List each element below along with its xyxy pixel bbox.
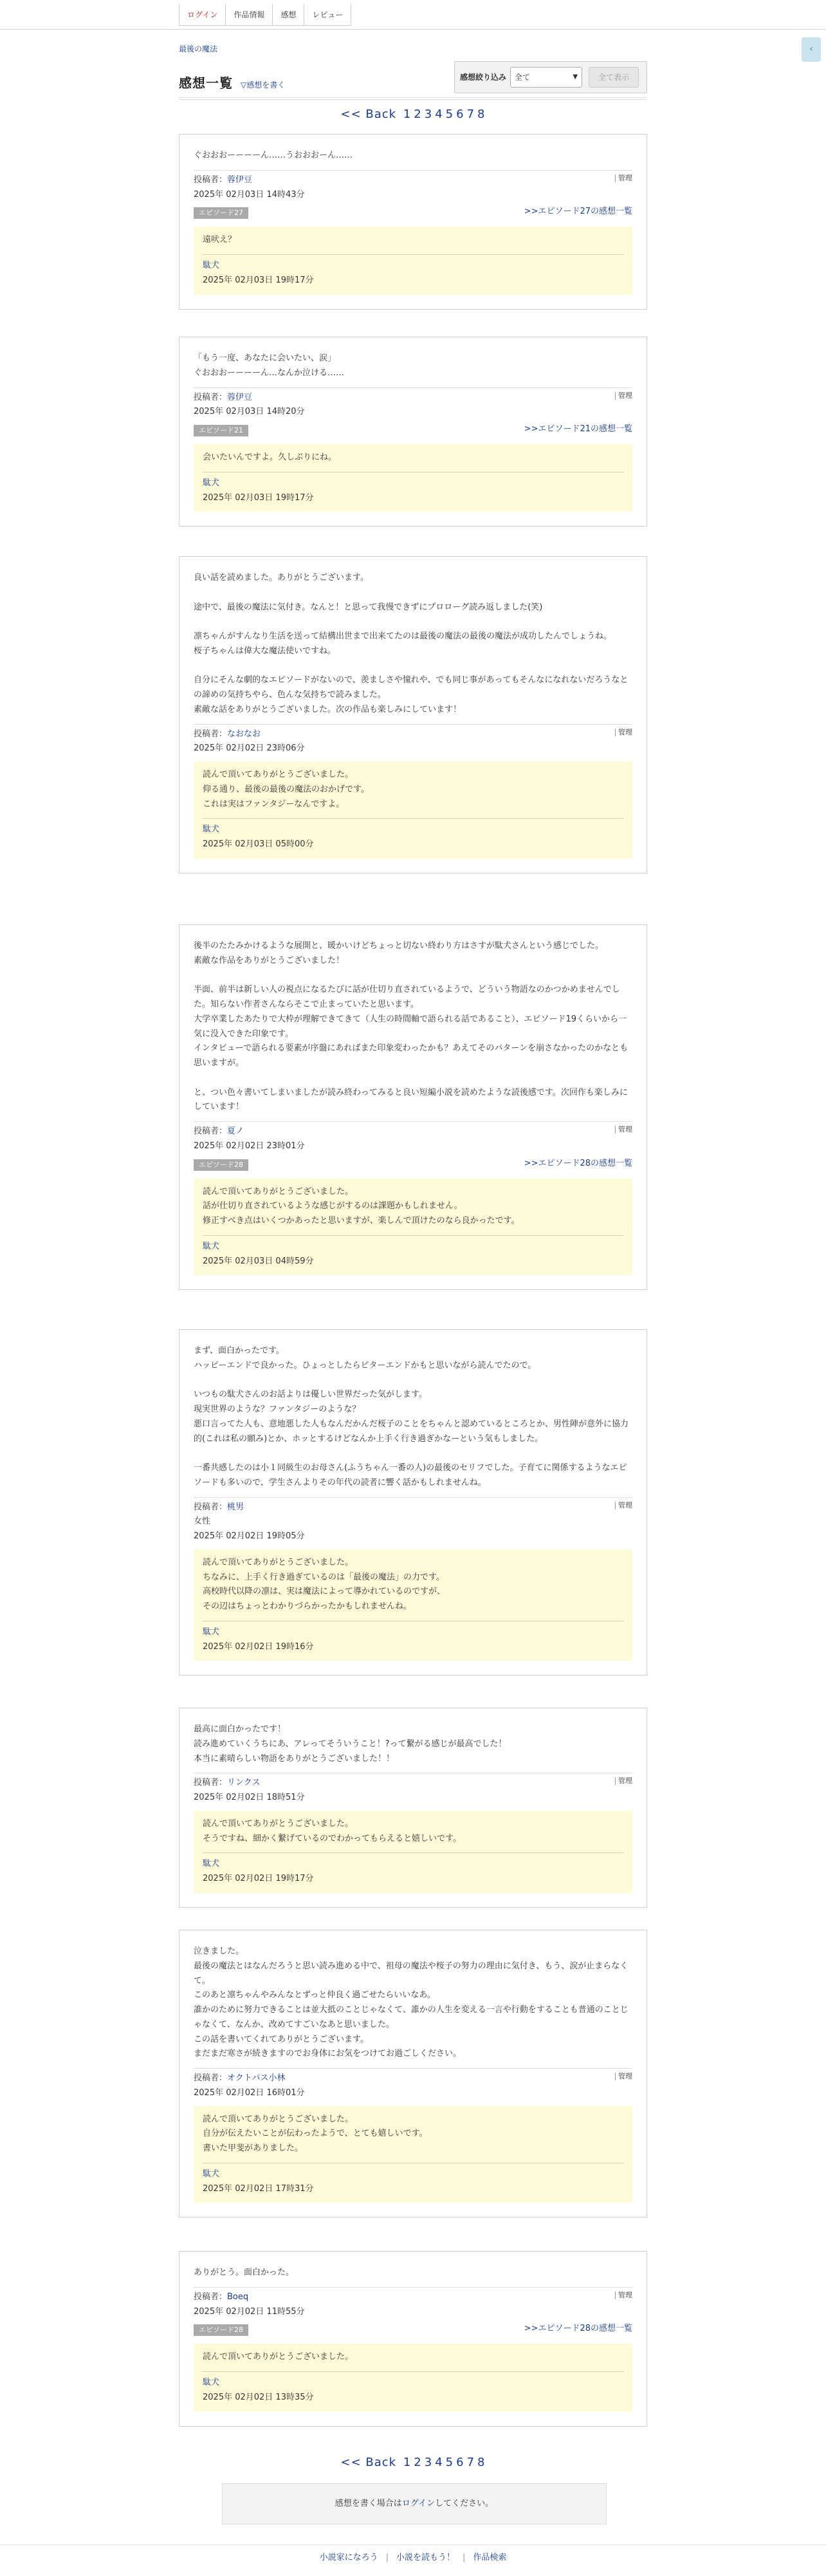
pager-page-6[interactable]: 6 bbox=[456, 2456, 464, 2469]
filter-selected-value: 全て bbox=[515, 72, 531, 82]
site-header bbox=[0, 0, 826, 30]
pager-page-3[interactable]: 3 bbox=[424, 107, 433, 121]
author-reply bbox=[194, 761, 632, 859]
poster-label: 投稿者： bbox=[194, 2291, 228, 2302]
reply-text: 読んで頂いてありがとうございました。 自分が伝えたいことが伝わったようで、とても嬉しいです。 書いた甲斐がありました。 bbox=[203, 2114, 428, 2153]
pager-page-8[interactable]: 8 bbox=[477, 107, 486, 121]
reply-author-link[interactable]: 駄犬 bbox=[203, 1627, 220, 1637]
review-body: 最高に面白かったです！ 読み進めていくうちにあ、アレってそういうこと！?って繋がる感じが最高でした！ 本当に素晴らしい物語をありがとうございました！！ bbox=[194, 1724, 507, 1764]
author-reply bbox=[194, 1549, 632, 1661]
poster-label: 投稿者： bbox=[194, 1126, 228, 1136]
filter-apply-button[interactable]: 全て表示 bbox=[589, 67, 639, 88]
poster-label: 投稿者： bbox=[194, 2073, 228, 2083]
reply-author-link[interactable]: 駄犬 bbox=[203, 2169, 220, 2179]
review-card bbox=[179, 556, 647, 873]
nav-work-info[interactable]: 作品情報 bbox=[225, 4, 272, 26]
poster-label: 投稿者： bbox=[194, 174, 228, 185]
pager-page-7[interactable]: 7 bbox=[466, 2456, 475, 2469]
footer-separator: | bbox=[463, 2553, 466, 2562]
review-card bbox=[179, 1329, 647, 1675]
review-meta bbox=[194, 170, 632, 222]
reply-author-link[interactable]: 駄犬 bbox=[203, 261, 220, 270]
review-card bbox=[179, 1708, 647, 1908]
review-date: 2025年 02月02日 11時55分 bbox=[194, 2306, 305, 2317]
reply-divider bbox=[203, 1235, 623, 1236]
reply-author-link[interactable]: 駄犬 bbox=[203, 478, 220, 488]
reply-author-link[interactable]: 駄犬 bbox=[203, 825, 220, 835]
title-divider bbox=[179, 97, 647, 98]
poster-name-link[interactable]: なおなお bbox=[227, 729, 261, 739]
review-card bbox=[179, 1930, 647, 2217]
reply-divider bbox=[203, 818, 623, 819]
pager-page-5[interactable]: 5 bbox=[445, 2456, 454, 2469]
poster-name-link[interactable]: オクトパス小林 bbox=[227, 2073, 286, 2083]
pager-page-5[interactable]: 5 bbox=[445, 107, 454, 121]
episode-row bbox=[194, 422, 632, 439]
login-link[interactable]: ログイン bbox=[401, 2499, 436, 2508]
reply-divider bbox=[203, 2371, 623, 2372]
review-date: 2025年 02月02日 18時51分 bbox=[194, 1793, 305, 1802]
pager-bottom bbox=[0, 2452, 826, 2473]
reply-text: 遠吠え？ bbox=[203, 235, 237, 245]
site-footer bbox=[0, 2551, 826, 2566]
reply-author-link[interactable]: 駄犬 bbox=[203, 1859, 220, 1869]
author-reply bbox=[194, 2344, 632, 2411]
manage-link[interactable]: 管理 bbox=[615, 392, 632, 400]
manage-link[interactable]: 管理 bbox=[615, 2073, 632, 2080]
reply-date: 2025年 02月03日 19時17分 bbox=[203, 275, 314, 285]
review-card bbox=[179, 134, 647, 310]
poster-name-link[interactable]: 蓉伊豆 bbox=[227, 392, 253, 402]
review-body: 良い話を読めました。ありがとうございます。 途中で、最後の魔法に気付き。なんと！と思って我慢できずにプロローグ読み返しました(笑) 凛ちゃんがすんなり生活を送って結構出世まで出来てたのは最後の魔法の最後の魔法が成功したんでしょうね。 桜子ちゃんは偉大な魔法使いですね。 自分にそんな劇的なエピソードがないので、羨ましさや憧れや、でも同じ事があってもそんなになれないだろうなとの諦めの気持ちやら、色んな気持ちで読みました。 素敵な話をありがとうございました。次の作品も楽しみにしています！ bbox=[194, 573, 629, 714]
filter-panel bbox=[454, 61, 647, 93]
login-prompt-after: してください。 bbox=[435, 2499, 494, 2508]
reply-date: 2025年 02月03日 19時17分 bbox=[203, 492, 314, 503]
reply-date: 2025年 02月02日 19時16分 bbox=[203, 1641, 314, 1652]
episode-row bbox=[194, 2322, 632, 2338]
reply-text: 読んで頂いてありがとうございました。 ちなみに、上手く行き過ぎているのは「最後の魔法」の力です。 高校時代以降の凛は、実は魔法によって導かれているのですが、 その辺はちょっとわかりづらかったかもしれませんね。 bbox=[203, 1557, 446, 1611]
footer-link-yomou[interactable]: 小説を読もう！ bbox=[396, 2553, 455, 2562]
review-body: ありがとう。面白かった。 bbox=[194, 2268, 295, 2277]
poster-name-link[interactable]: 桃男 bbox=[227, 1502, 244, 1512]
reply-date: 2025年 02月02日 19時17分 bbox=[203, 1874, 314, 1883]
poster-name-link[interactable]: リンクス bbox=[227, 1778, 261, 1788]
reply-date: 2025年 02月02日 17時31分 bbox=[203, 2183, 314, 2194]
review-body: ぐおおおーーーーん……うおおおーん…… bbox=[194, 151, 353, 160]
reply-text: 読んで頂いてありがとうございました。 話が仕切り直されているような感じがするのは課題かもしれません。 修正すべき点はいくつかあったと思いますが、楽しんで頂けたのなら良かったです。 bbox=[203, 1186, 520, 1226]
page-title: 感想一覧 bbox=[179, 75, 233, 91]
footer-link-narou[interactable]: 小説家になろう bbox=[319, 2553, 378, 2562]
poster-label: 投稿者： bbox=[194, 1778, 228, 1788]
reply-text: 読んで頂いてありがとうございました。 仰る通り、最後の最後の魔法のおかげです。 これは実はファンタジーなんですよ。 bbox=[203, 770, 369, 809]
review-body: 「もう一度、あなたに会いたい、涙」 ぐおおおーーーーん…なんか泣ける…… bbox=[194, 353, 345, 378]
login-prompt-before: 感想を書く場合は bbox=[335, 2499, 402, 2508]
footer-link-search[interactable]: 作品検索 bbox=[473, 2553, 507, 2562]
review-date: 2025年 02月02日 19時05分 bbox=[194, 1531, 305, 1541]
poster-label: 投稿者： bbox=[194, 729, 228, 739]
filter-label: 感想絞り込み bbox=[460, 72, 507, 82]
episode-impressions-link[interactable]: >>エピソード28の感想一覧 bbox=[524, 1158, 632, 1168]
author-reply bbox=[194, 1811, 632, 1893]
review-meta bbox=[194, 1773, 632, 1806]
pager-back-link[interactable]: << Back bbox=[340, 107, 397, 121]
author-reply bbox=[194, 227, 632, 294]
reply-date: 2025年 02月03日 05時00分 bbox=[203, 839, 314, 849]
nav-reviews[interactable]: レビュー bbox=[304, 4, 351, 26]
review-meta bbox=[194, 1121, 632, 1173]
manage-link[interactable]: 管理 bbox=[615, 2291, 632, 2299]
manage-link[interactable]: 管理 bbox=[615, 174, 632, 182]
poster-line bbox=[194, 173, 632, 188]
episode-badge: エピソード21 bbox=[194, 425, 248, 436]
reply-divider bbox=[203, 254, 623, 255]
pager-page-4[interactable]: 4 bbox=[435, 107, 443, 121]
author-reply bbox=[194, 1179, 632, 1276]
poster-line bbox=[194, 1125, 632, 1139]
manage-link[interactable]: 管理 bbox=[615, 1777, 632, 1785]
review-meta bbox=[194, 2287, 632, 2339]
review-date: 2025年 02月02日 16時01分 bbox=[194, 2087, 305, 2098]
review-card bbox=[179, 924, 647, 1290]
pager-page-2[interactable]: 2 bbox=[414, 107, 422, 121]
pager-back-link[interactable]: << Back bbox=[340, 2456, 397, 2469]
reply-date: 2025年 02月03日 04時59分 bbox=[203, 1256, 314, 1266]
pager-page-7[interactable]: 7 bbox=[466, 107, 475, 121]
page-title-row bbox=[179, 72, 285, 95]
review-meta bbox=[194, 1497, 632, 1544]
pager-top bbox=[0, 104, 826, 125]
review-body: 泣きました。 最後の魔法とはなんだろうと思い読み進める中で、祖母の魔法や桜子の努力の理由に気付き、もう、涙が止まらなくて。 このあと凛ちゃんやみんなとずっと仲良く過ごせたらいいなあ。 誰かのために努力できることは並大抵のことじゃなくて、誰かの人生を変える一言や行動をすることも普通のことじゃなくて、なんか、改めてすごいなあと思いました。 この話を書いてくれてありがとうございます。 まだまだ寒さが続きますのでお身体にお気をつけてお過ごしください。 bbox=[194, 1946, 629, 2059]
pager-page-6[interactable]: 6 bbox=[456, 107, 464, 121]
review-date: 2025年 02月02日 23時06分 bbox=[194, 743, 305, 754]
poster-label: 投稿者： bbox=[194, 392, 228, 402]
pager-page-4[interactable]: 4 bbox=[435, 2456, 443, 2469]
nav-impressions[interactable]: 感想 bbox=[272, 4, 304, 26]
episode-badge: エピソード28 bbox=[194, 1159, 248, 1171]
review-meta bbox=[194, 387, 632, 440]
poster-line bbox=[194, 2290, 632, 2305]
episode-badge: エピソード27 bbox=[194, 207, 248, 219]
reply-date: 2025年 02月02日 13時35分 bbox=[203, 2392, 314, 2402]
pager-page-8[interactable]: 8 bbox=[477, 2456, 486, 2469]
side-menu-button[interactable]: ‹ bbox=[802, 37, 821, 62]
footer-divider bbox=[0, 2544, 826, 2545]
footer-separator: | bbox=[385, 2553, 389, 2562]
poster-line bbox=[194, 727, 632, 742]
review-date: 2025年 02月03日 14時43分 bbox=[194, 189, 305, 200]
reply-text: 読んで頂いてありがとうございました。 bbox=[203, 2352, 354, 2362]
poster-line bbox=[194, 1500, 632, 1515]
review-meta bbox=[194, 2068, 632, 2101]
episode-impressions-link[interactable]: >>エピソード28の感想一覧 bbox=[524, 2324, 632, 2334]
episode-impressions-link[interactable]: >>エピソード27の感想一覧 bbox=[524, 207, 632, 217]
nav-login[interactable]: ログイン bbox=[187, 10, 218, 19]
poster-line bbox=[194, 1776, 632, 1791]
poster-name-link[interactable]: 夏ノ bbox=[227, 1126, 244, 1136]
chevron-down-icon: ▼ bbox=[573, 73, 578, 81]
episode-badge: エピソード28 bbox=[194, 2324, 248, 2336]
reply-author-link[interactable]: 駄犬 bbox=[203, 2378, 220, 2387]
review-body: まず、面白かったです。 ハッピーエンドで良かった。ひょっとしたらビターエンドかもと思いながら読んでたので。 いつもの駄犬さんのお話よりは優しい世界だった気がします。 現実世界のような？ファンタジーのような？ 悪口言ってた人も、意地悪した人もなんだかんだ桜子のことをちゃんと認めているところとか、男性陣が意外に協力的(これは私の願み)とか、ホッとするけどなんか上手く行き過ぎかなーという気もしました。 一番共感したのは小１同級生のお母さん(ふうちゃん一番の人)の最後のセリフでした。子育てに関係するようなエピソードも多いので、学生さんよりその年代の読者に響く話かもしれませんね。 bbox=[194, 1346, 629, 1488]
pager-page-1[interactable]: 1 bbox=[403, 107, 412, 121]
poster-line bbox=[194, 2071, 632, 2086]
manage-link[interactable]: 管理 bbox=[615, 1126, 632, 1134]
episode-row bbox=[194, 205, 632, 221]
pager-page-3[interactable]: 3 bbox=[424, 2456, 433, 2469]
review-meta bbox=[194, 724, 632, 757]
poster-name-link[interactable]: 蓉伊豆 bbox=[227, 174, 253, 185]
review-body: 後半のたたみかけるような展開と、暖かいけどちょっと切ない終わり方はさすが駄犬さんという感じでした。 素敵な作品をありがとうございました！ 半面、前半は新しい人の視点になるたびに話が仕切り直されているようで、どういう物語なのかつかめませんでした。知らない作者さんならそこで止まっていたと思います。 大学卒業したあたりで大枠が理解できてきて（人生の時間軸で語られる話であること）、エピソード19くらいから一気に没入できた印象です。 インタビューで語られる要素が序盤にあればまた印象変わったかも？あえてそのパターンを崩さなかったのかなとも思いますが。 と、つい色々書いてしまいましたが読み終わってみると良い短編小説を読めたような読後感です。次回作も楽しみにしています！ bbox=[194, 941, 629, 1112]
novel-title-link[interactable]: 最後の魔法 bbox=[179, 44, 218, 53]
episode-impressions-link[interactable]: >>エピソード21の感想一覧 bbox=[524, 424, 632, 434]
reply-text: 会いたいんですよ。久しぶりにね。 bbox=[203, 453, 337, 462]
episode-row bbox=[194, 1157, 632, 1173]
title-divider bbox=[179, 99, 647, 100]
review-date: 2025年 02月03日 14時20分 bbox=[194, 407, 305, 417]
poster-gender: 女性 bbox=[194, 1517, 211, 1527]
reply-text: 読んで頂いてありがとうございました。 そうですね、細かく繋げているのでわかってもらえると嬉しいです。 bbox=[203, 1818, 461, 1843]
review-card bbox=[179, 337, 647, 527]
manage-link[interactable]: 管理 bbox=[615, 1502, 632, 1509]
poster-line bbox=[194, 391, 632, 406]
filter-select[interactable] bbox=[510, 67, 582, 88]
login-prompt bbox=[222, 2483, 607, 2525]
poster-name-link[interactable]: Boeq bbox=[227, 2291, 249, 2302]
poster-label: 投稿者： bbox=[194, 1502, 228, 1512]
author-reply bbox=[194, 2106, 632, 2203]
author-reply bbox=[194, 444, 632, 512]
manage-link[interactable]: 管理 bbox=[615, 729, 632, 736]
review-date: 2025年 02月02日 23時01分 bbox=[194, 1141, 305, 1151]
header-nav bbox=[179, 4, 351, 26]
write-impression-link[interactable]: ▽感想を書く bbox=[241, 80, 286, 89]
reply-author-link[interactable]: 駄犬 bbox=[203, 1241, 220, 1251]
pager-page-1[interactable]: 1 bbox=[403, 2456, 412, 2469]
review-card bbox=[179, 2251, 647, 2427]
pager-page-2[interactable]: 2 bbox=[414, 2456, 422, 2469]
